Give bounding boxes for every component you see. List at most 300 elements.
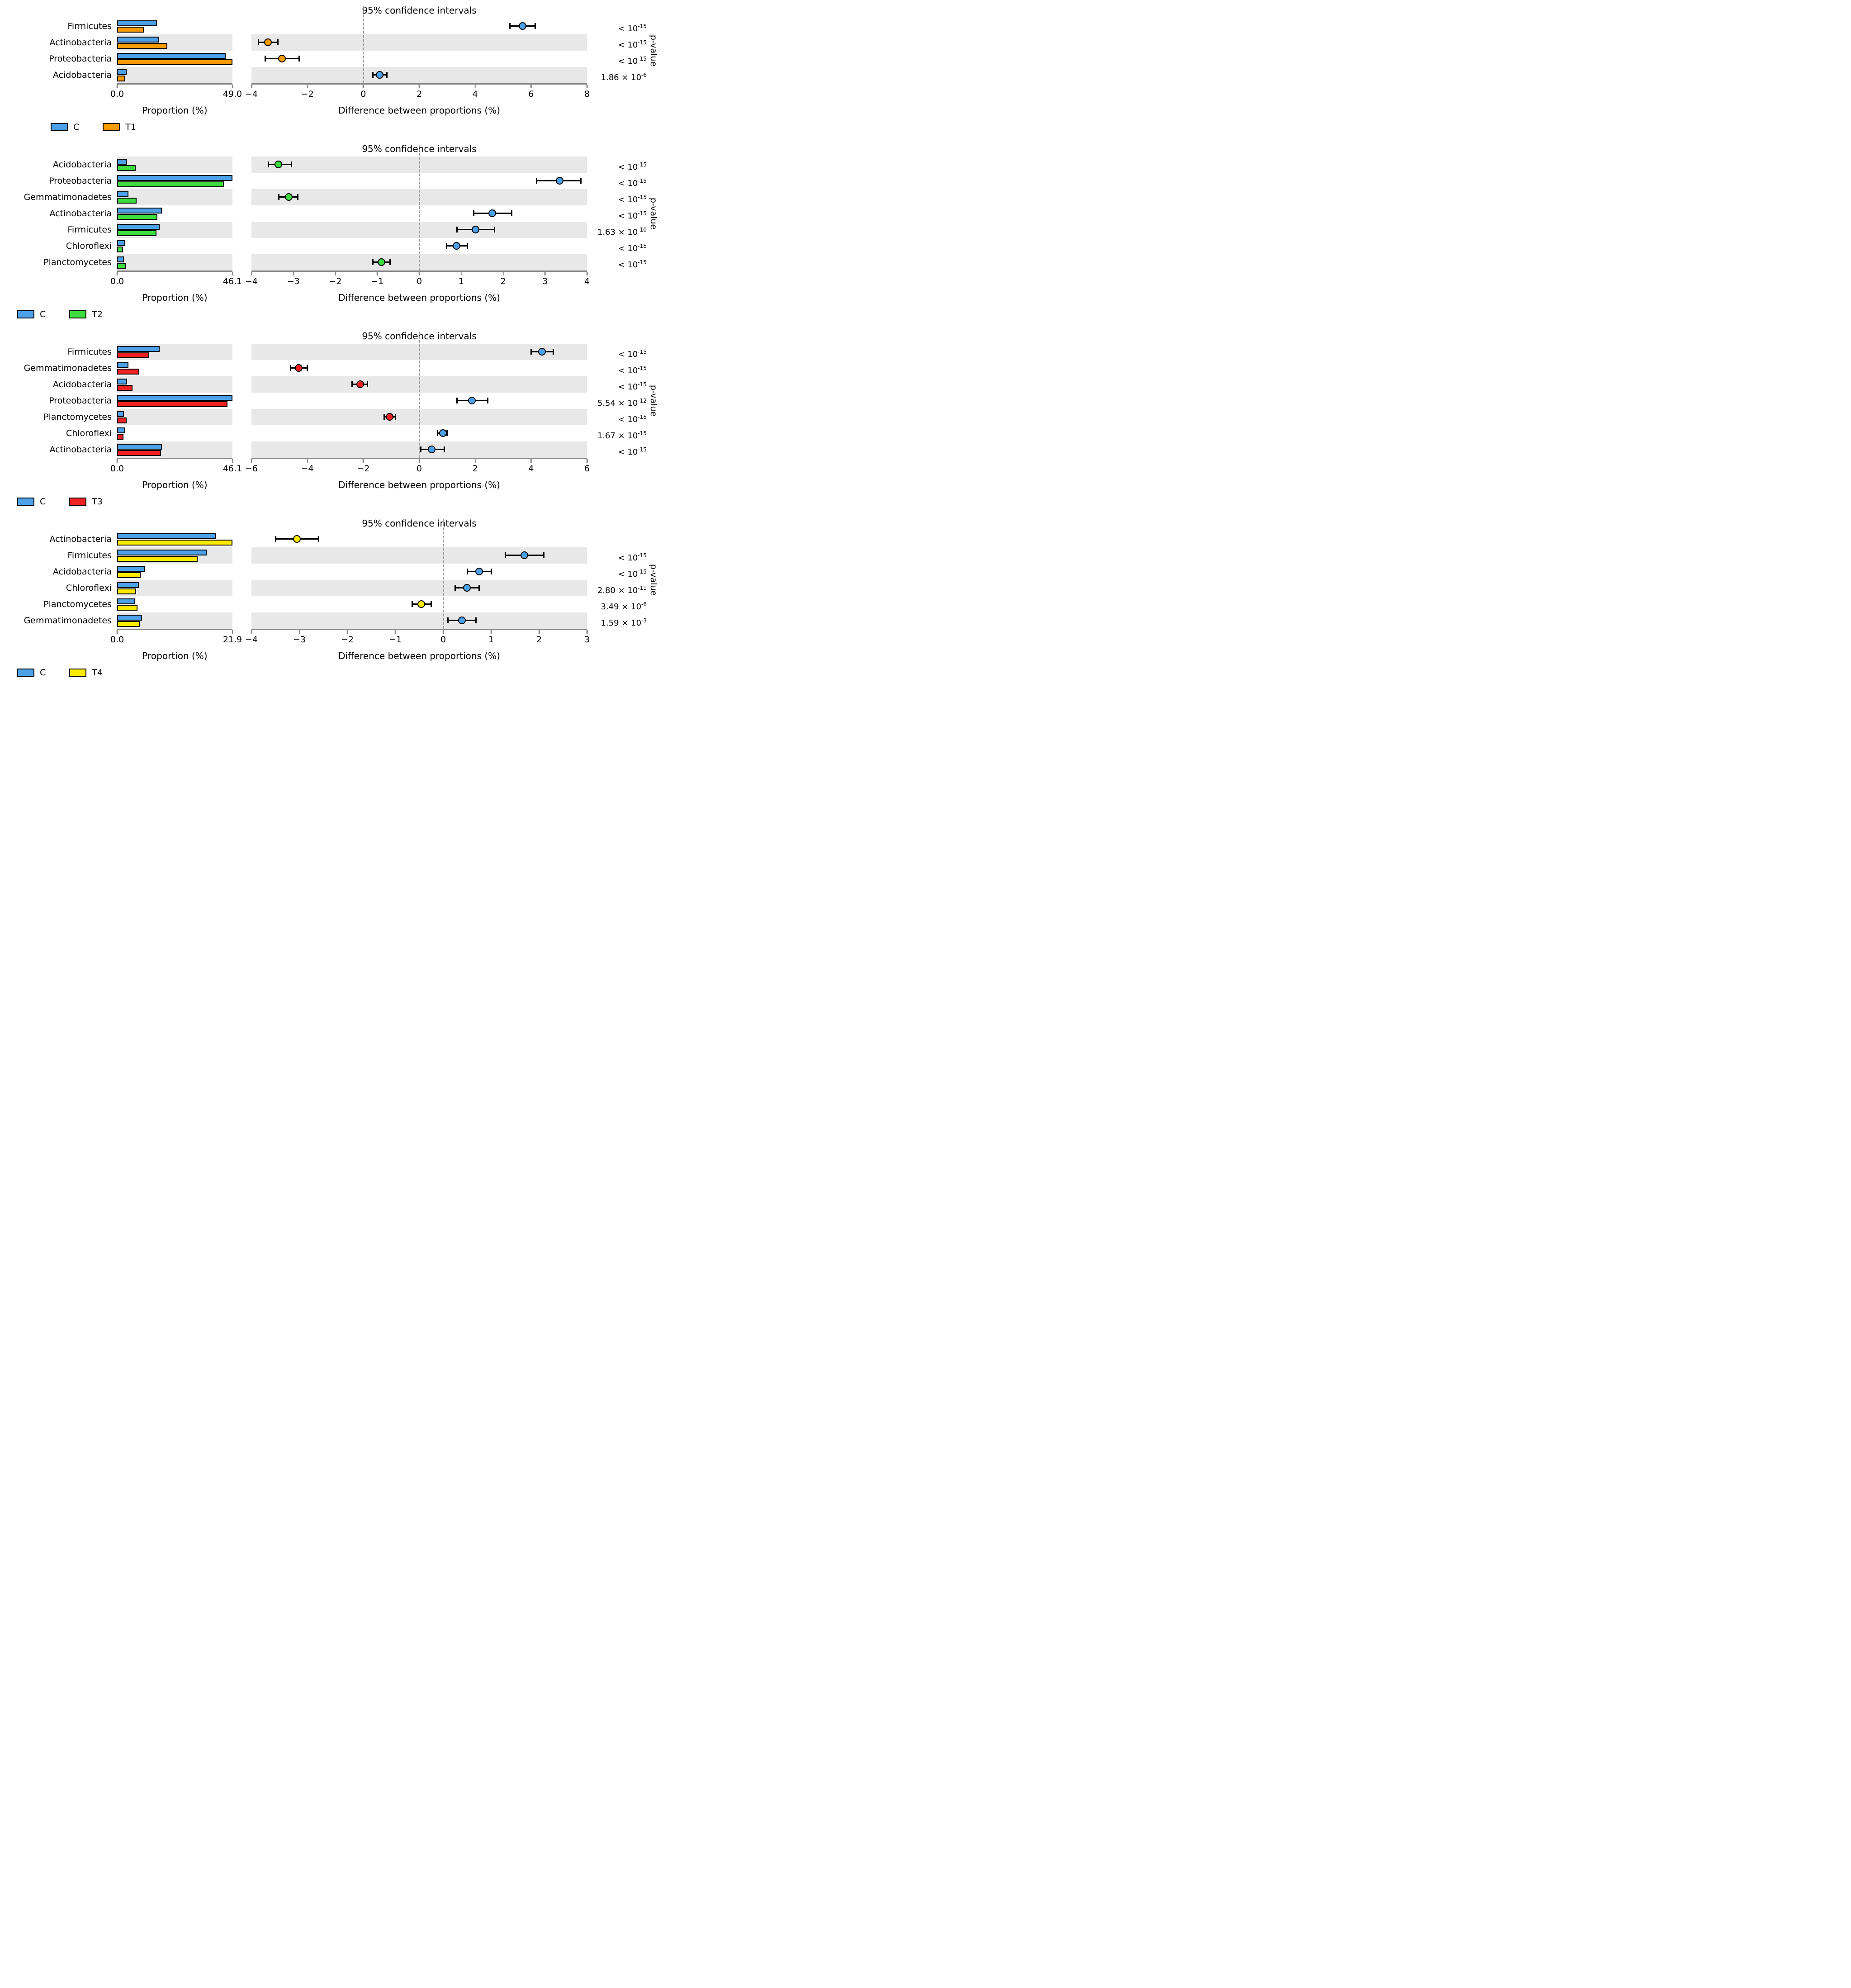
axis-tick xyxy=(587,630,588,634)
axis-tick xyxy=(251,630,252,634)
p-value-exponent: -15 xyxy=(638,569,647,575)
axis-tick xyxy=(530,459,532,463)
ci-cap-right xyxy=(367,381,368,387)
caption-row xyxy=(3,104,660,119)
p-value-mantissa: 1.67 × 10 xyxy=(597,431,638,441)
taxon-label: Acidobacteria xyxy=(52,70,112,80)
ci-panel-title: 95% confidence intervals xyxy=(362,518,477,529)
p-value xyxy=(587,18,647,34)
p-value-exponent: -12 xyxy=(638,398,647,404)
axis-tick-label: −2 xyxy=(357,464,370,474)
spacer xyxy=(3,270,117,271)
taxon-label: Chloroflexi xyxy=(66,583,112,593)
difference-axis xyxy=(245,458,590,479)
ci-cap-left xyxy=(454,585,456,591)
p-value-exponent: -10 xyxy=(638,227,647,233)
taxon-label: Actinobacteria xyxy=(49,445,112,455)
proportion-bar-T2 xyxy=(117,181,224,187)
axis-tick xyxy=(502,272,504,275)
legend xyxy=(17,309,660,319)
axis-tick xyxy=(307,85,308,88)
axis-tick-label: −2 xyxy=(329,276,342,286)
ci-cap-right xyxy=(277,39,279,45)
taxon-label: Actinobacteria xyxy=(49,534,112,544)
caption-row xyxy=(3,479,660,493)
p-value xyxy=(587,344,647,360)
axis-tick xyxy=(419,85,420,88)
ci-panel-title: 95% confidence intervals xyxy=(362,5,477,16)
ci-panel-title: 95% confidence intervals xyxy=(362,143,477,154)
proportion-bar-T3 xyxy=(117,369,139,375)
axis-tick-label: 3 xyxy=(542,276,548,286)
ci-cap-right xyxy=(511,210,512,216)
axis-tick-label: −2 xyxy=(341,635,354,645)
taxon-row xyxy=(3,254,658,270)
taxon-row xyxy=(3,18,658,34)
axis-tick xyxy=(443,630,444,634)
proportion-bars xyxy=(117,531,232,547)
proportion-bars xyxy=(117,157,232,173)
ci-cell xyxy=(251,34,587,51)
proportion-bars xyxy=(117,441,232,458)
ci-cap-right xyxy=(291,161,292,167)
title-row xyxy=(3,143,660,157)
difference-axis-label: Difference between proportions (%) xyxy=(338,292,500,303)
ci-dot xyxy=(519,22,526,30)
axis-tick-label: −6 xyxy=(245,464,258,474)
ci-cap-right xyxy=(491,569,492,574)
p-value xyxy=(587,205,647,222)
proportion-bar-C xyxy=(117,240,125,246)
legend-swatch-T1 xyxy=(103,123,120,131)
difference-axis-label: Difference between proportions (%) xyxy=(338,479,500,490)
ci-cap-left xyxy=(473,210,474,216)
ci-cell xyxy=(251,18,587,34)
p-value-axis-label: p-value xyxy=(649,564,658,596)
taxon-label: Acidobacteria xyxy=(52,380,112,389)
rows-area xyxy=(3,531,658,629)
axis-tick xyxy=(117,630,118,634)
proportion-bar-T4 xyxy=(117,621,140,627)
ci-dot xyxy=(417,600,425,608)
axis-tick xyxy=(587,272,588,275)
p-value-exponent: -15 xyxy=(638,39,647,46)
p-value xyxy=(587,596,647,612)
legend-label-T2: T2 xyxy=(92,309,103,319)
proportion-bar-C xyxy=(117,346,160,352)
p-value xyxy=(587,189,647,205)
proportion-bar-C xyxy=(117,395,232,401)
ci-dot xyxy=(488,209,496,217)
proportion-bar-C xyxy=(117,362,128,368)
taxon-label: Gemmatimonadetes xyxy=(24,616,112,626)
axis-tick xyxy=(293,272,294,275)
panel-c-vs-t4 xyxy=(3,517,660,678)
axis-tick xyxy=(251,272,252,275)
axis-tick-label: 0.0 xyxy=(110,276,124,286)
legend-item-C xyxy=(17,309,46,319)
zero-reference-line xyxy=(419,145,420,270)
legend-item-T1 xyxy=(103,122,136,132)
legend xyxy=(17,668,660,678)
axis-row xyxy=(3,629,660,650)
proportion-bars xyxy=(117,18,232,34)
taxon-label: Firmicutes xyxy=(67,347,112,357)
axis-row xyxy=(3,270,660,291)
axis-tick-label: 21.9 xyxy=(222,635,242,645)
taxon-label: Chloroflexi xyxy=(66,241,112,251)
proportion-bar-T2 xyxy=(117,230,156,236)
stamp-figure xyxy=(0,0,660,692)
legend-item-C xyxy=(51,122,79,132)
ci-dot xyxy=(386,413,393,421)
taxon-row xyxy=(3,51,658,67)
taxon-label: Planctomycetes xyxy=(43,599,112,609)
taxon-row xyxy=(3,173,658,189)
proportion-bar-T3 xyxy=(117,450,161,456)
proportion-axis-label: Proportion (%) xyxy=(142,650,208,661)
axis-tick xyxy=(539,630,540,634)
taxon-label: Actinobacteria xyxy=(49,38,112,47)
taxon-row xyxy=(3,393,658,409)
proportion-bars xyxy=(117,564,232,580)
ci-cap-right xyxy=(467,243,468,249)
ci-dot xyxy=(285,193,293,201)
ci-dot xyxy=(275,161,282,168)
axis-tick-label: 49.0 xyxy=(222,89,242,99)
proportion-bars xyxy=(117,376,232,393)
legend-item-C xyxy=(17,668,46,678)
ci-dot xyxy=(556,177,563,185)
ci-cap-left xyxy=(536,178,537,184)
axis-tick-label: −1 xyxy=(371,276,384,286)
ci-cap-right xyxy=(298,56,300,62)
axis-tick-label: −2 xyxy=(301,89,314,99)
p-value-exponent: -15 xyxy=(638,349,647,355)
p-value-mantissa: < 10 xyxy=(618,382,638,392)
p-value-mantissa: < 10 xyxy=(618,366,638,375)
ci-cap-left xyxy=(456,398,458,403)
p-value-mantissa: < 10 xyxy=(618,40,638,50)
proportion-bars xyxy=(117,425,232,441)
proportion-bar-T3 xyxy=(117,418,127,423)
taxon-row xyxy=(3,67,658,83)
axis-tick-label: −1 xyxy=(388,635,402,645)
legend-swatch-C xyxy=(17,310,34,318)
ci-cell xyxy=(251,596,587,612)
p-value xyxy=(587,51,647,67)
ci-cell xyxy=(251,564,587,580)
ci-cell xyxy=(251,51,587,67)
axis-tick-label: 1 xyxy=(488,635,494,645)
ci-cap-right xyxy=(535,23,536,29)
p-value-exponent: -15 xyxy=(638,23,647,29)
p-value-mantissa: < 10 xyxy=(618,57,638,66)
p-value xyxy=(587,425,647,441)
ci-dot xyxy=(278,55,286,62)
p-value-exponent: -11 xyxy=(638,585,647,591)
taxon-row xyxy=(3,580,658,596)
panel-c-vs-t2 xyxy=(3,143,660,319)
ci-cap-right xyxy=(318,536,319,542)
axis-tick-label: 0 xyxy=(416,464,422,474)
title-row xyxy=(3,330,660,344)
p-value-exponent: -15 xyxy=(638,178,647,184)
taxon-label: Acidobacteria xyxy=(52,567,112,577)
proportion-bars xyxy=(117,254,232,270)
taxon-label: Chloroflexi xyxy=(66,428,112,438)
proportion-bars xyxy=(117,238,232,254)
proportion-bar-T4 xyxy=(117,605,137,611)
proportion-bar-C xyxy=(117,53,226,59)
proportion-bar-C xyxy=(117,175,232,181)
axis-tick xyxy=(232,272,233,275)
axis-tick-label: 3 xyxy=(584,635,590,645)
proportion-bars xyxy=(117,67,232,83)
ci-cap-left xyxy=(412,601,413,607)
proportion-bar-T3 xyxy=(117,352,149,358)
proportion-bar-T2 xyxy=(117,263,126,269)
proportion-bar-C xyxy=(117,159,127,165)
proportion-bar-T3 xyxy=(117,385,133,391)
p-value xyxy=(587,409,647,425)
taxon-label: Gemmatimonadetes xyxy=(24,192,112,202)
axis-tick xyxy=(377,272,378,275)
difference-axis xyxy=(245,83,590,104)
proportion-axis xyxy=(110,458,242,479)
axis-tick-label: 6 xyxy=(528,89,534,99)
proportion-bars xyxy=(117,205,232,222)
taxon-label: Proteobacteria xyxy=(49,176,112,186)
p-value xyxy=(587,612,647,629)
axis-tick xyxy=(530,85,532,88)
proportion-bar-T3 xyxy=(117,401,227,407)
axis-tick-label: 0 xyxy=(360,89,366,99)
title-row xyxy=(3,5,660,18)
axis-tick-label: 4 xyxy=(584,276,590,286)
spacer xyxy=(3,517,251,518)
caption-row xyxy=(3,650,660,664)
proportion-bar-T2 xyxy=(117,198,137,204)
axis-tick-label: −3 xyxy=(293,635,306,645)
rows-area xyxy=(3,344,658,458)
p-value-exponent: -15 xyxy=(638,414,647,420)
p-value-exponent: -15 xyxy=(638,161,647,168)
proportion-bar-C xyxy=(117,615,142,621)
axis-tick-label: 2 xyxy=(416,89,422,99)
proportion-bar-C xyxy=(117,208,162,214)
axis-tick-label: 46.1 xyxy=(222,464,242,474)
axis-tick xyxy=(251,459,252,463)
taxon-row xyxy=(3,189,658,205)
axis-tick xyxy=(117,272,118,275)
legend-swatch-C xyxy=(17,669,34,677)
proportion-bar-C xyxy=(117,20,157,26)
taxon-row xyxy=(3,376,658,393)
axis-tick-label: 2 xyxy=(536,635,542,645)
p-value-exponent: -6 xyxy=(641,601,647,607)
p-value-exponent: -15 xyxy=(638,446,647,453)
p-value-exponent: -15 xyxy=(638,552,647,559)
proportion-bars xyxy=(117,393,232,409)
legend-label-T1: T1 xyxy=(125,122,136,132)
difference-axis xyxy=(245,270,590,291)
proportion-bar-C xyxy=(117,37,159,43)
taxon-label: Gemmatimonadetes xyxy=(24,363,112,373)
axis-tick xyxy=(544,272,546,275)
ci-cell xyxy=(251,547,587,564)
ci-cap-left xyxy=(372,259,374,265)
title-row xyxy=(3,517,660,531)
zero-reference-line xyxy=(443,519,444,629)
axis-tick xyxy=(419,272,420,275)
p-value xyxy=(587,34,647,51)
ci-cap-left xyxy=(351,381,353,387)
proportion-axis xyxy=(110,83,242,104)
p-value-mantissa: < 10 xyxy=(618,415,638,424)
ci-cap-right xyxy=(307,365,308,371)
ci-dot xyxy=(439,429,447,437)
axis-tick xyxy=(117,459,118,463)
proportion-bars xyxy=(117,580,232,596)
difference-axis xyxy=(245,629,590,650)
proportion-bar-C xyxy=(117,411,124,417)
ci-dot xyxy=(293,535,301,543)
ci-cap-left xyxy=(372,72,374,78)
ci-cap-right xyxy=(543,552,544,558)
legend xyxy=(51,122,660,132)
p-value-exponent: -15 xyxy=(638,243,647,249)
p-value-mantissa: < 10 xyxy=(618,24,638,33)
ci-cell xyxy=(251,612,587,629)
p-value-exponent: -15 xyxy=(638,365,647,371)
ci-cap-right xyxy=(487,398,488,403)
ci-cap-left xyxy=(290,365,291,371)
ci-cap-left xyxy=(268,161,269,167)
taxon-label: Firmicutes xyxy=(67,225,112,235)
ci-dot xyxy=(463,584,471,592)
axis-tick xyxy=(474,85,476,88)
proportion-axis xyxy=(110,629,242,650)
caption-row xyxy=(3,291,660,306)
p-value-exponent: -15 xyxy=(638,210,647,217)
axis-tick-label: 0.0 xyxy=(110,464,124,474)
axis-tick-label: 46.1 xyxy=(222,276,242,286)
p-value-mantissa: 1.86 × 10 xyxy=(601,73,642,82)
axis-tick xyxy=(395,630,396,634)
p-value xyxy=(587,67,647,83)
ci-dot xyxy=(468,397,476,404)
p-value-mantissa: < 10 xyxy=(618,569,638,579)
proportion-bar-T4 xyxy=(117,556,198,562)
p-value-axis-label: p-value xyxy=(649,384,658,417)
taxon-label: Firmicutes xyxy=(67,550,112,560)
legend-swatch-T4 xyxy=(69,669,86,677)
p-value-mantissa: 5.54 × 10 xyxy=(597,399,638,408)
ci-cap-right xyxy=(386,72,388,78)
ci-dot xyxy=(378,258,385,266)
ci-cell xyxy=(251,531,587,547)
difference-axis-label: Difference between proportions (%) xyxy=(338,650,500,661)
zero-reference-line xyxy=(419,332,420,458)
panel-c-vs-t1 xyxy=(3,5,660,132)
taxon-label: Acidobacteria xyxy=(52,160,112,170)
taxon-label: Planctomycetes xyxy=(43,412,112,422)
axis-tick-label: 8 xyxy=(584,89,590,99)
proportion-axis-label: Proportion (%) xyxy=(142,479,208,490)
p-value-mantissa: < 10 xyxy=(618,350,638,359)
taxon-row xyxy=(3,157,658,173)
proportion-bar-T1 xyxy=(117,59,232,65)
proportion-bars xyxy=(117,596,232,612)
axis-tick xyxy=(491,630,492,634)
p-value xyxy=(587,173,647,189)
proportion-bars xyxy=(117,547,232,564)
ci-cap-right xyxy=(444,446,445,452)
zero-reference-line xyxy=(363,6,364,83)
ci-cap-right xyxy=(494,227,495,232)
axis-tick-label: 2 xyxy=(472,464,478,474)
ci-cap-right xyxy=(389,259,391,265)
p-value-mantissa: 1.63 × 10 xyxy=(597,228,638,237)
axis-tick xyxy=(347,630,348,634)
ci-cap-right xyxy=(446,430,448,436)
ci-cell xyxy=(251,580,587,596)
proportion-bar-C xyxy=(117,550,207,555)
proportion-bar-C xyxy=(117,191,128,197)
axis-tick xyxy=(363,459,364,463)
proportion-bars xyxy=(117,344,232,360)
taxon-label: Proteobacteria xyxy=(49,54,112,64)
taxon-row xyxy=(3,612,658,629)
axis-tick-label: −4 xyxy=(301,464,314,474)
proportion-bar-T4 xyxy=(117,588,136,594)
ci-cap-left xyxy=(437,430,438,436)
ci-dot xyxy=(453,242,460,250)
proportion-bar-C xyxy=(117,69,127,75)
p-value xyxy=(587,222,647,238)
ci-dot xyxy=(428,446,436,453)
ci-dot xyxy=(521,551,528,559)
legend-label-T3: T3 xyxy=(92,497,103,507)
taxon-row xyxy=(3,344,658,360)
p-value-mantissa: < 10 xyxy=(618,260,638,270)
p-value xyxy=(587,360,647,376)
proportion-bars xyxy=(117,360,232,376)
taxon-row xyxy=(3,238,658,254)
legend-label-T4: T4 xyxy=(92,668,103,678)
ci-cap-right xyxy=(580,178,582,184)
ci-cap-right xyxy=(395,414,396,420)
proportion-bar-C xyxy=(117,566,145,572)
p-value xyxy=(587,238,647,254)
ci-cap-left xyxy=(275,536,276,542)
taxon-row xyxy=(3,441,658,458)
p-value-exponent: -15 xyxy=(638,381,647,388)
taxon-row xyxy=(3,547,658,564)
proportion-bar-T2 xyxy=(117,214,157,220)
proportion-bar-T4 xyxy=(117,540,232,546)
p-value xyxy=(587,441,647,458)
proportion-bar-C xyxy=(117,379,127,384)
taxon-label: Proteobacteria xyxy=(49,396,112,406)
axis-tick-label: −3 xyxy=(287,276,300,286)
axis-tick xyxy=(587,459,588,463)
axis-tick-label: 2 xyxy=(500,276,506,286)
ci-cap-right xyxy=(475,617,477,623)
ci-panel-title: 95% confidence intervals xyxy=(362,331,477,342)
p-value-exponent: -15 xyxy=(638,259,647,266)
